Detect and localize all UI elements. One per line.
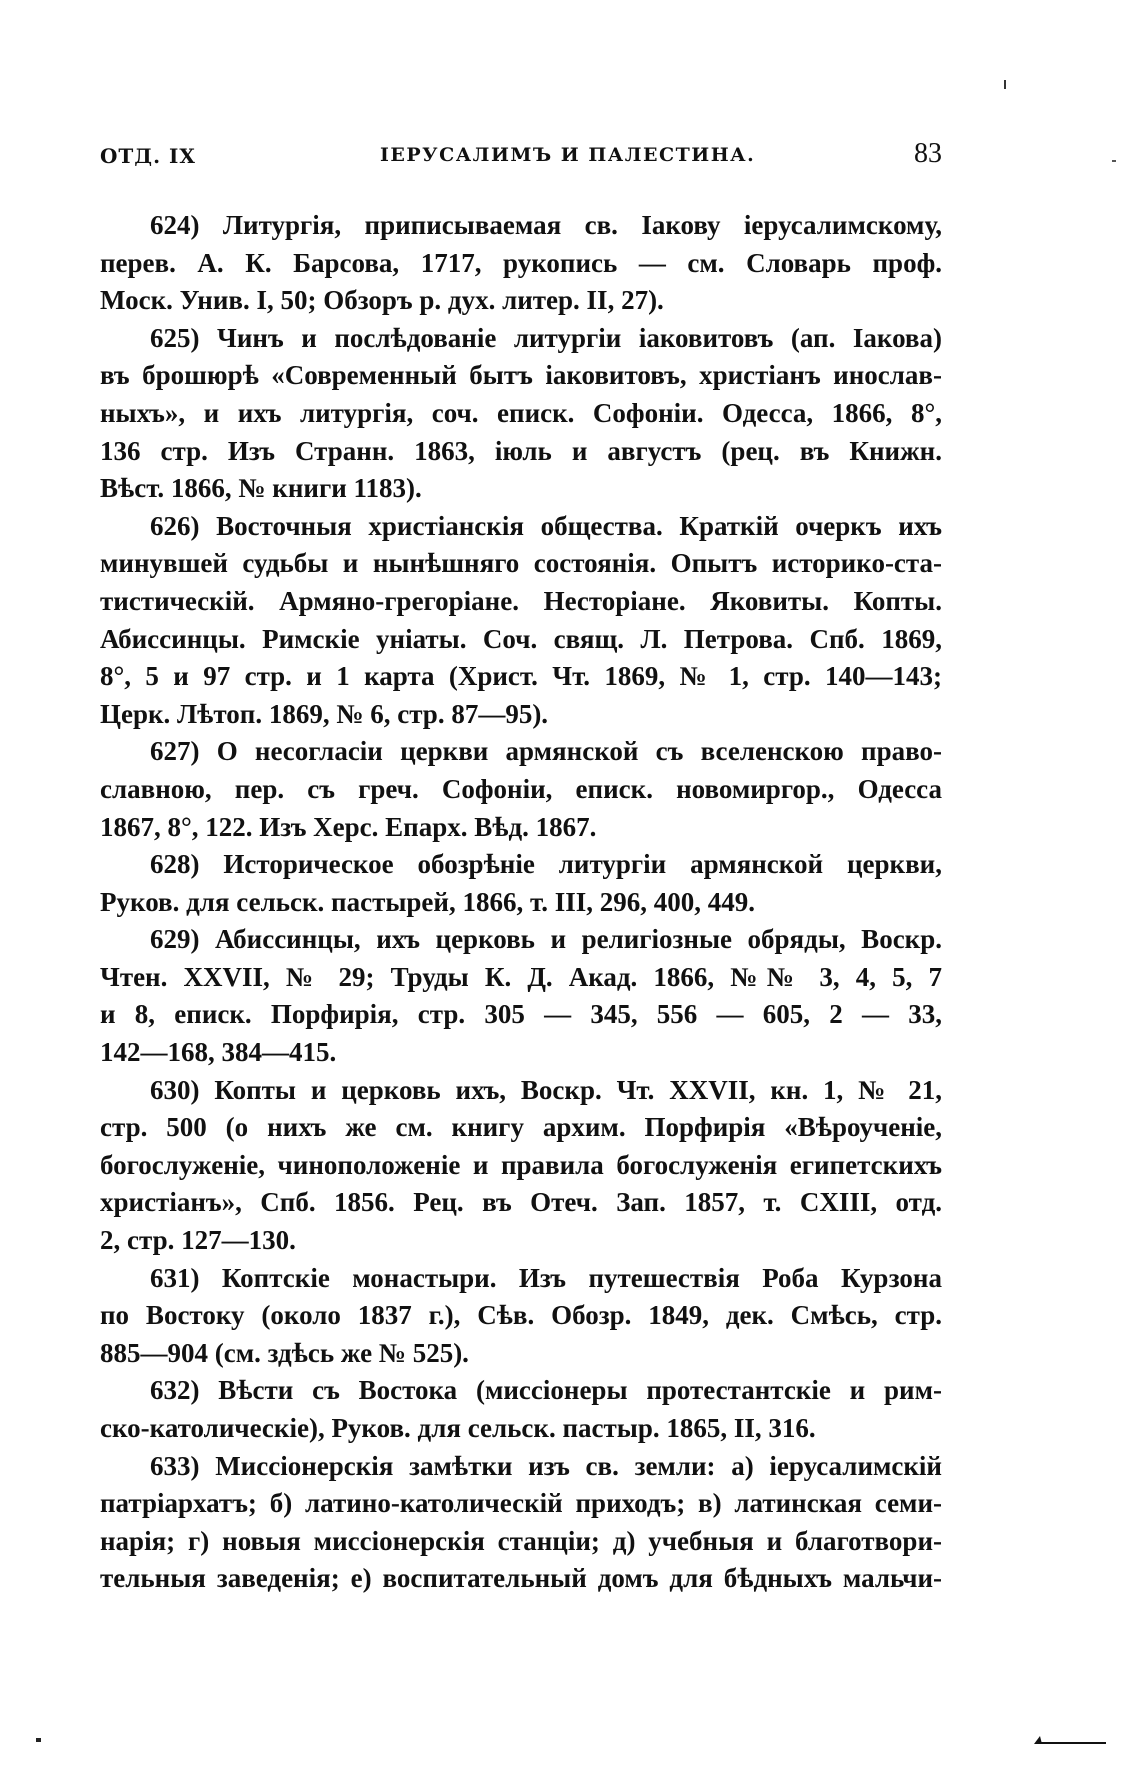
- text-line: славною, пер. съ греч. Софоніи, еписк. новомиргор., Одесса: [100, 773, 942, 804]
- text-line: стр. 500 (о нихъ же см. книгу архим. Порфирія «Вѣроученіе,: [100, 1112, 942, 1143]
- text-line: 628) Историческое обозрѣніе литургіи армянской церкви,: [150, 849, 942, 880]
- print-speck-mark: [36, 1738, 41, 1742]
- signature-mark: [1034, 1735, 1106, 1745]
- text-line: христіанъ», Спб. 1856. Рец. въ Отеч. Зап. 1857, т. CXIII, отд.: [100, 1187, 942, 1218]
- bibliography-entry-626: [100, 508, 942, 734]
- text-line: 631) Коптскіе монастыри. Изъ путешествія Роба Курзона: [150, 1262, 942, 1293]
- body-text: [100, 207, 942, 1598]
- text-line: 629) Абиссинцы, ихъ церковь и религіозные обряды, Воскр.: [150, 924, 942, 955]
- text-line: 627) О несогласіи церкви армянской съ вселенскою право-: [150, 736, 942, 767]
- bibliography-entry-625: [100, 320, 942, 508]
- text-line: 626) Восточныя христіанскія общества. Краткій очеркъ ихъ: [150, 510, 942, 541]
- text-line: ныхъ», и ихъ литургія, соч. еписк. Софоніи. Одесса, 1866, 8°,: [100, 397, 942, 428]
- text-line: нарія; г) новыя миссіонерскія станціи; д) учебныя и благотвори-: [100, 1525, 942, 1556]
- text-line: тельныя заведенія; е) воспитательный домъ для бѣдныхъ мальчи-: [100, 1563, 942, 1594]
- text-line: 633) Миссіонерскія замѣтки изъ св. земли: а) іерусалимскій: [150, 1450, 942, 1481]
- text-line: 142—168, 384—415.: [100, 1037, 337, 1068]
- bibliography-entry-632: [100, 1372, 942, 1447]
- bibliography-entry-624: [100, 207, 942, 320]
- text-line: по Востоку (около 1837 г.), Сѣв. Обозр. 1849, дек. Смѣсь, стр.: [100, 1300, 942, 1331]
- bibliography-entry-630: [100, 1072, 942, 1260]
- text-line: ско-католическіе), Руков. для сельск. пастыр. 1865, II, 316.: [100, 1413, 816, 1443]
- text-line: 885—904 (см. здѣсь же № 525).: [100, 1337, 469, 1368]
- text-line: богослуженіе, чиноположеніе и правила богослуженія египетскихъ: [100, 1149, 942, 1180]
- text-line: 625) Чинъ и послѣдованіе литургіи іаковитовъ (ап. Іакова): [150, 322, 942, 353]
- running-title: ІЕРУСАЛИМЪ И ПАЛЕСТИНА.: [380, 144, 756, 166]
- text-line: 624) Литургія, приписываемая св. Іакову іерусалимскому,: [150, 210, 942, 240]
- text-line: патріархатъ; б) латино-католическій приходъ; в) латинская семи-: [100, 1488, 942, 1519]
- text-line: 2, стр. 127—130.: [100, 1225, 296, 1256]
- text-line: Моск. Унив. I, 50; Обзоръ р. дух. литер. II, 27).: [100, 285, 664, 316]
- text-line: Чтен. XXVII, № 29; Труды К. Д. Акад. 1866, №№ 3, 4, 5, 7: [100, 961, 942, 992]
- print-speck-mark: [1112, 160, 1116, 162]
- bibliography-entry-627: [100, 733, 942, 846]
- text-line: въ брошюрѣ «Современный бытъ іаковитовъ, христіанъ инослав-: [100, 360, 942, 391]
- bibliography-entry-633: [100, 1448, 942, 1598]
- text-line: 136 стр. Изъ Странн. 1863, іюль и августъ (рец. въ Книжн.: [100, 435, 942, 466]
- text-line: Церк. Лѣтоп. 1869, № 6, стр. 87—95).: [100, 698, 549, 729]
- text-line: 632) Вѣсти съ Востока (миссіонеры протестантскіе и рим-: [150, 1375, 942, 1406]
- text-line: 8°, 5 и 97 стр. и 1 карта (Христ. Чт. 1869, № 1, стр. 140—143;: [100, 661, 942, 692]
- text-line: Вѣст. 1866, № книги 1183).: [100, 473, 422, 504]
- text-line: и 8, еписк. Порфирія, стр. 305 — 345, 556 — 605, 2 — 33,: [100, 999, 942, 1030]
- page-number: 83: [914, 138, 942, 169]
- text-line: минувшей судьбы и нынѣшняго состоянія. Опытъ историко-ста-: [100, 548, 942, 579]
- bibliography-entry-631: [100, 1260, 942, 1373]
- text-line: тистическій. Армяно-грегоріане. Несторіане. Яковиты. Копты.: [100, 585, 942, 616]
- section-label: ОТД. IX: [100, 144, 196, 168]
- bibliography-entry-628: [100, 846, 942, 921]
- print-speck-mark: [1004, 80, 1006, 89]
- bibliography-entry-629: [100, 921, 942, 1071]
- text-line: Руков. для сельск. пастырей, 1866, т. III, 296, 400, 449.: [100, 886, 755, 917]
- text-line: Абиссинцы. Римскіе уніаты. Соч. свящ. Л. Петрова. Спб. 1869,: [100, 623, 942, 654]
- text-line: 1867, 8°, 122. Изъ Херс. Епарх. Вѣд. 1867.: [100, 811, 597, 842]
- running-head: [100, 138, 942, 178]
- text-line: перев. А. К. Барсова, 1717, рукопись — см. Словарь проф.: [100, 247, 942, 278]
- text-line: 630) Копты и церковь ихъ, Воскр. Чт. XXVII, кн. 1, № 21,: [150, 1074, 942, 1105]
